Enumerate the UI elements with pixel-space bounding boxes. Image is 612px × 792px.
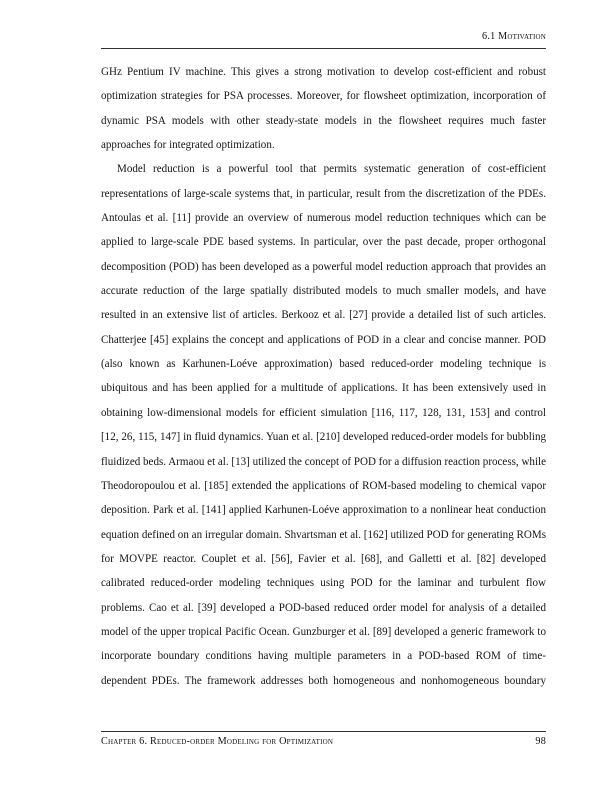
running-header [101, 31, 546, 42]
paragraph-model-reduction: Model reduction is a powerful tool that permits systematic generation of cost-efficient representations of large-scale systems that, in particular, result from the discretization of the PDEs. Antoulas et al. [11] provide an overview of numerous model reduction techniques which can be applied to large-scale PDE based systems. In particular, over the past decade, proper orthogonal decomposition (POD) has been developed as a powerful model reduction approach that provides an accurate reduction of the large spatially distributed models to much smaller models, and have resulted in an extensive list of articles. Berkooz et al. [27] provide a detailed list of such articles. Chatterjee [45] explains the concept and applications of POD in a clear and concise manner. POD (also known as Karhunen-Loéve approximation) based reduced-order modeling technique is ubiquitous and has been applied for a multitude of applications. It has been extensively used in obtaining low-dimensional models for efficient simulation [116, 117, 128, 131, 153] and control [12, 26, 115, 147] in fluid dynamics. Yuan et al. [210] developed reduced-order models for bubbling fluidized beds. Armaou et al. [13] utilized the concept of POD for a diffusion reaction process, while Theodoropoulou et al. [185] extended the applications of ROM-based modeling to chemical vapor deposition. Park et al. [141] applied Karhunen-Loéve approximation to a nonlinear heat conduction equation defined on an irregular domain. Shvartsman et al. [162] utilized POD for generating ROMs for MOVPE reactor. Couplet et al. [56], Favier et al. [68], and Galletti et al. [82] developed calibrated reduced-order modeling techniques using POD for the laminar and turbulent flow problems. Cao et al. [39] developed a POD-based reduced order model for analysis of a detailed model of the upper tropical Pacific Ocean. Gunzburger et al. [89] developed a generic framework to incorporate boundary conditions having multiple parameters in a POD-based ROM of time-dependent PDEs. The framework addresses both homogeneous and nonhomogeneous boundary [101, 163, 546, 687]
section-title: Motivation [498, 31, 546, 42]
body-text [101, 60, 546, 693]
chapter-title [101, 736, 333, 747]
page-number: 98 [535, 736, 546, 747]
header-rule [101, 48, 546, 49]
chapter-name: Reduced-order Modeling for Optimization [149, 736, 334, 747]
section-number: 6.1 [482, 31, 496, 42]
running-footer [101, 736, 546, 747]
chapter-label: Chapter 6. [101, 736, 148, 747]
paragraph-continued: GHz Pentium IV machine. This gives a strong motivation to develop cost-efficient and robust optimization strategies for PSA processes. Moreover, for flowsheet optimization, incorporation of dynamic PSA models with other steady-state models in the flowsheet requires much faster approaches for integrated optimization. [101, 66, 546, 152]
footer-rule [101, 731, 546, 732]
